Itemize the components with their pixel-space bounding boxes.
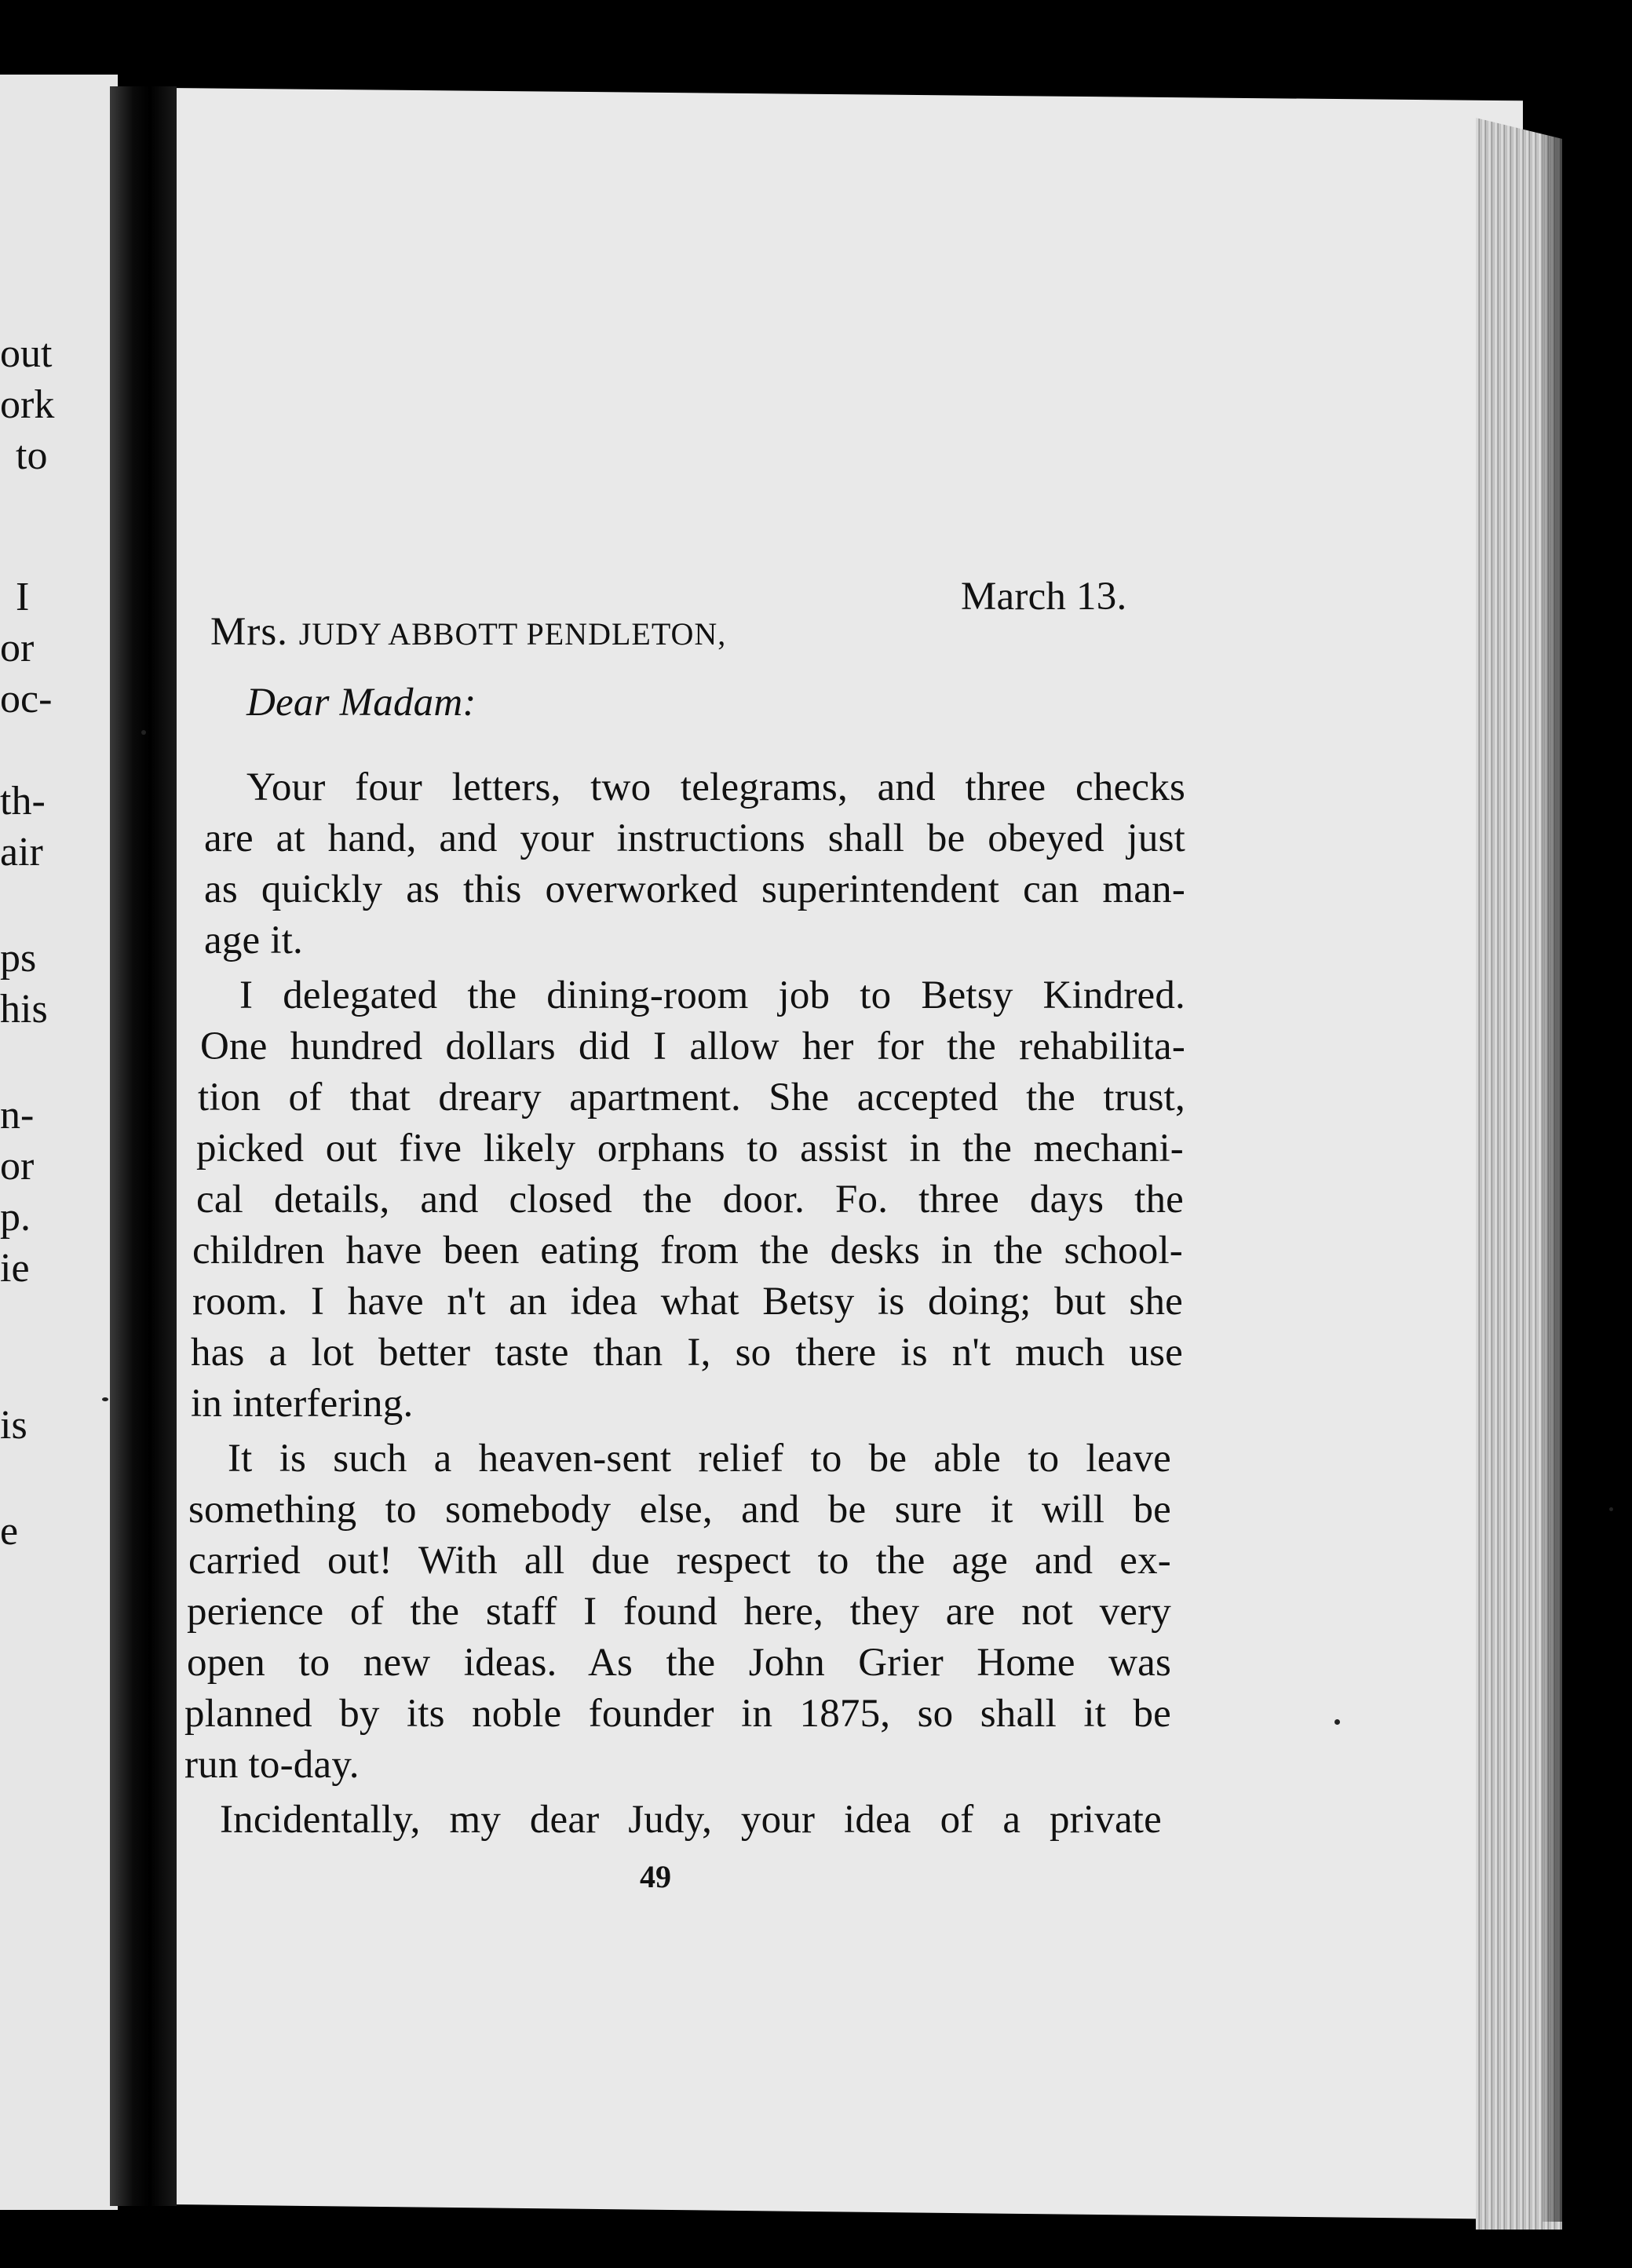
body-line: I delegated the dining-room job to Betsy Kindred.: [239, 973, 1185, 1017]
left-page-fragment: air: [0, 830, 43, 875]
scan-speck: [1334, 1719, 1340, 1725]
previous-page: [0, 75, 118, 2210]
left-page-fragment: n-: [0, 1093, 35, 1138]
letter-recipient: [210, 612, 726, 652]
body-line: cal details, and closed the door. Fo. three days the: [196, 1178, 1184, 1222]
book-gutter: [110, 86, 177, 2206]
left-page-fragment: is: [0, 1403, 27, 1448]
body-line: as quickly as this overworked superintendent can man-: [204, 867, 1185, 911]
body-line: picked out five likely orphans to assist in the mechani-: [196, 1127, 1184, 1171]
left-page-fragment: ps: [0, 936, 37, 981]
left-page-fragment: or: [0, 1144, 35, 1189]
letter-greeting: Dear Madam:: [246, 681, 476, 725]
body-line: planned by its noble founder in 1875, so shall it be: [184, 1692, 1171, 1736]
body-line: something to somebody else, and be sure it will be: [188, 1488, 1171, 1532]
body-line: children have been eating from the desks in the school-: [192, 1229, 1183, 1273]
page-number: 49: [640, 1859, 671, 1894]
page-edge-shadow: [1543, 118, 1566, 2222]
left-page-fragment: ork: [0, 382, 55, 427]
body-line: Your four letters, two telegrams, and three checks: [246, 765, 1185, 809]
scan-speck: [102, 1397, 108, 1401]
left-page-fragment: or: [0, 626, 35, 670]
scan-speck: [141, 730, 146, 735]
body-line: tion of that dreary apartment. She accepted the trust,: [198, 1076, 1185, 1119]
recipient-name: JUDY ABBOTT PENDLETON,: [298, 616, 727, 652]
left-page-fragment: to: [16, 433, 48, 478]
body-line: Incidentally, my dear Judy, your idea of a private: [220, 1798, 1162, 1842]
letter-date: March 13.: [961, 575, 1127, 619]
body-line: are at hand, and your instructions shall be obeyed just: [204, 816, 1185, 860]
left-page-fragment: oc-: [0, 677, 53, 721]
body-line: room. I have n't an idea what Betsy is doing; but she: [192, 1280, 1183, 1324]
body-line: in interfering.: [191, 1382, 414, 1426]
body-line: carried out! With all due respect to the age and ex-: [188, 1539, 1171, 1583]
recipient-prefix: Mrs.: [210, 610, 288, 654]
left-page-fragment: ie: [0, 1246, 30, 1291]
left-page-fragment: p.: [0, 1195, 31, 1240]
body-line: open to new ideas. As the John Grier Home was: [187, 1641, 1171, 1685]
body-line: run to-day.: [184, 1743, 360, 1787]
body-line: It is such a heaven-sent relief to be able to leave: [228, 1437, 1171, 1481]
left-page-fragment: I: [16, 575, 30, 619]
body-line: has a lot better taste than I, so there is n't much use: [191, 1331, 1183, 1375]
body-line: perience of the staff I found here, they are not very: [187, 1590, 1171, 1634]
left-page-fragment: out: [0, 331, 53, 376]
left-page-fragment: th-: [0, 779, 46, 824]
scan-speck: [1609, 1507, 1613, 1511]
left-page-fragment: e: [0, 1509, 19, 1554]
body-line: age it.: [204, 919, 304, 962]
body-line: One hundred dollars did I allow her for the rehabilita-: [200, 1024, 1185, 1068]
left-page-fragment: his: [0, 987, 48, 1032]
